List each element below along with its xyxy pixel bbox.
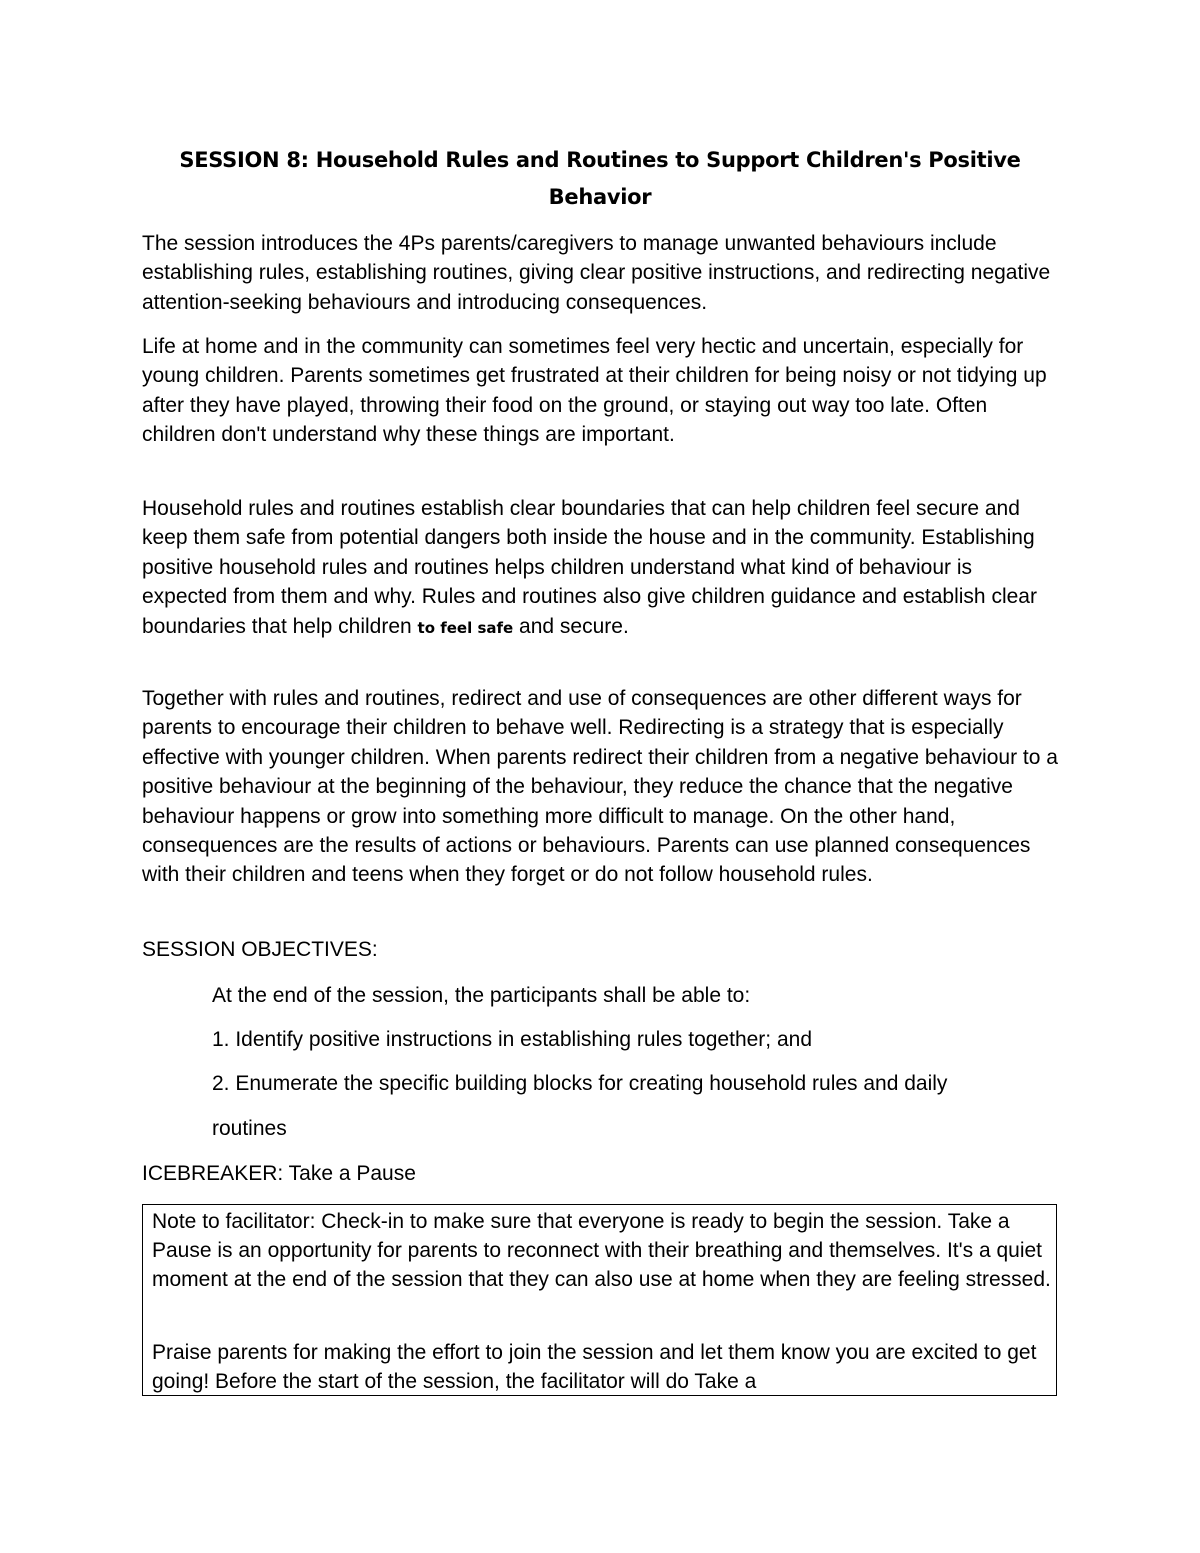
session-title: SESSION 8: Household Rules and Routines to Support Children's Positive Behavior — [179, 148, 1021, 209]
rules-routines-text: Household rules and routines establish clear boundaries that can help children feel secure and keep them safe from potential dangers both inside the house and in the community. Establishing positive household rules and routines helps children understand what kind of behaviour is expected from them and why. Rules and routines also give children guidance and establish clear boundaries that help children — [142, 497, 1037, 638]
rules-routines-paragraph — [142, 494, 1062, 643]
rules-routines-text-end: and secure. — [513, 614, 629, 638]
facilitator-note-paragraph-1: Note to facilitator: Check-in to make sure that everyone is ready to begin the session. Take a Pause is an opportunity for parents to reconnect with their breathing and themselves. It's a quiet moment at the end of the session that they can also use at home when they are feeling stressed. — [152, 1210, 1051, 1292]
home-life-paragraph: Life at home and in the community can sometimes feel very hectic and uncertain, especially for young children. Parents sometimes get frustrated at their children for being noisy or not tidying up after they have played, throwing their food on the ground, or staying out way too late. Often children don't understand why these things are important. — [142, 335, 1047, 447]
emphasis-text: to feel safe — [417, 618, 514, 637]
icebreaker-heading: ICEBREAKER: Take a Pause — [142, 1162, 416, 1185]
objective-item-2-continued: routines — [212, 1117, 287, 1140]
objectives-heading: SESSION OBJECTIVES: — [142, 938, 378, 961]
note-box-bottom-border — [142, 1395, 1057, 1396]
intro-paragraph: The session introduces the 4Ps parents/caregivers to manage unwanted behaviours include establishing rules, establishing routines, giving clear positive instructions, and redirecting negative attention-seeking behaviours and introducing consequences. — [142, 232, 1051, 314]
facilitator-note-paragraph-2: Praise parents for making the effort to join the session and let them know you are excited to get going! Before the start of the session, the facilitator will do Take a — [152, 1341, 1037, 1394]
objective-item-1: 1. Identify positive instructions in establishing rules together; and — [212, 1028, 813, 1051]
redirect-consequences-paragraph: Together with rules and routines, redirect and use of consequences are other different ways for parents to encourage their children to behave well. Redirecting is a strategy that is especially effective with younger children. When parents redirect their children from a negative behaviour to a positive behaviour at the beginning of the behaviour, they reduce the chance that the negative behaviour happens or grow into something more difficult to manage. On the other hand, consequences are the results of actions or behaviours. Parents can use planned consequences with their children and teens when they forget or do not follow household rules. — [142, 687, 1058, 887]
objective-item-2: 2. Enumerate the specific building blocks for creating household rules and daily — [212, 1072, 948, 1095]
facilitator-note-box — [142, 1204, 1057, 1396]
objectives-intro: At the end of the session, the participants shall be able to: — [212, 984, 751, 1007]
